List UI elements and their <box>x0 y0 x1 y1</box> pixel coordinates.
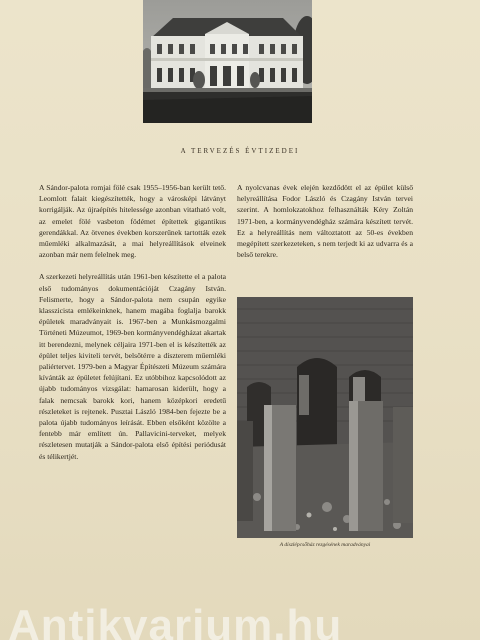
left-paragraph-2: A szerkezeti helyreállítás után 1961-ben készítette el a palota első tudományos dokumentációját Czagány István. Felismerte, hogy a Sándor-palota nem csupán egyike klasszicista emlékeinknek, hanem magába foglalja barokk épületek maradványait is. 1967-ben a Munkásmozgalmi Történeti Múzeumot, 1969-ben kormányvendégházat akartak itt berendezni, melynek céljaira 1971-ben el is készítették az épület teljes kiviteli tervét, belsőtérre a díszterem műemléki paliértervet. 1979-ben a Magyar Építészeti Múzeum számára kívánták az épületet felújítani. Ez utóbbihoz kapcsolódott az újabb tudományos vizsgálat: hamarosan kiderült, hogy a falak nemcsak barokk kori, hanem középkori eredetű részleteket is rejtenek. Pusztai László 1984-ben fejezte be a palota újabb tudományos leírását. Ebben elsőként közölte a fentebb már említett ún. Pallavicini-terveket, melyek részletesen mutatják a Sándor-palota első építési periódusát és télikertjét. <box>39 272 226 461</box>
photo-caption: A díszlépcsőház rezgésének maradványai <box>279 542 371 548</box>
ruins-photo <box>237 297 413 538</box>
watermark: Antikvarium.hu <box>8 604 343 640</box>
section-title: A TERVEZÉS ÉVTIZEDEI <box>180 147 300 155</box>
palace-photo <box>143 0 312 123</box>
right-paragraph-1: A nyolcvanas évek elején kezdődött el az épület külső helyreállítása Fodor László és Czagány István tervei szerint. A homlokzatokhoz felhasználták Kéry Zoltán 1971-ben, a kormányvendégház számára készített tervét. Ez a helyreállítás nem változtatott az 50-es években megépített szerkezeteken, s nem terjedt ki az udvarra és a belső terekre. <box>237 183 413 260</box>
left-text-column <box>39 182 226 462</box>
right-text-column <box>237 182 413 260</box>
left-paragraph-1: A Sándor-palota romjai fölé csak 1955–1956-ban került tető. Leomlott falait kiegészítették, hogy a városképi látványt korrigálják. Az újraépítés hitelessége azonban vitatható volt, az emelet fölé vasbeton födémet építettek gigantikus gerendákkal. Az ötvenes években korszerűnek tartották ezek műemléki alkalmazását, a mai helyreállítások elveinek azonban már nem felelnek meg. <box>39 183 226 260</box>
